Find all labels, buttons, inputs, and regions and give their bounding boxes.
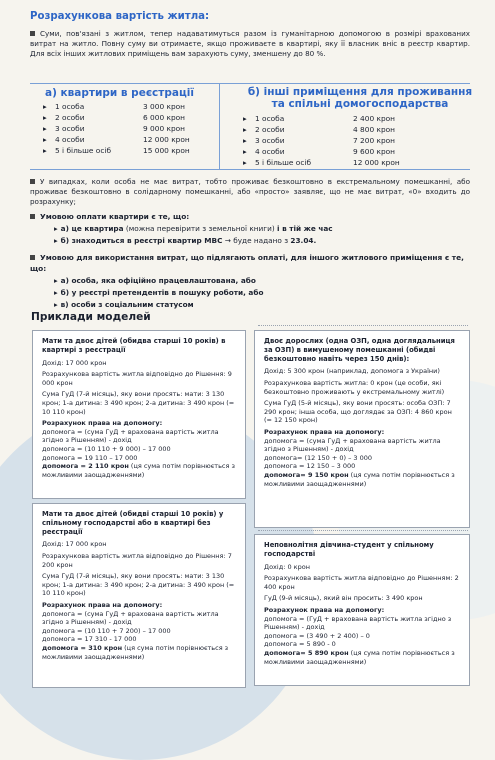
condition-2-item: а) особа, яка офіційно працевлаштована, або	[60, 276, 256, 285]
example-card-3	[254, 330, 470, 528]
condition-2-item: в) особи з соціальним статусом	[60, 300, 194, 309]
arrow-bullet-icon: ▸	[54, 300, 58, 309]
card-calc-line: допомога = 5 890 - 0	[264, 640, 336, 649]
card-title: Двоє дорослих (одна ОЗП, одна доглядальниця за ОЗП) в вимушеному помешканні (обидві безкоштовно навіть через 150 днів):	[264, 337, 455, 363]
card-result-value: допомога = 2 110 крон	[42, 462, 129, 471]
condition-2-heading	[30, 252, 470, 274]
triangle-bullet-icon: ▸	[243, 147, 247, 156]
card-result-note: (ця сума потім порівнюється з можливими заощадженнями)	[264, 648, 455, 666]
no-cost-paragraph	[30, 177, 470, 207]
amount: 3 000 крон	[143, 102, 186, 111]
card-calc-line: допомога = 12 150 – 3 000	[264, 462, 356, 471]
card-calc-title: Розрахунок права на допомогу:	[42, 419, 163, 428]
intro-paragraph	[30, 29, 470, 59]
card-title: Неповнолітня дівчина-студент у спільному господарстві	[264, 541, 434, 558]
rate-row	[243, 146, 400, 157]
condition-1-text: Умовою оплати квартири є те, що:	[40, 212, 190, 221]
rate-row	[243, 124, 400, 135]
condition-2-b	[54, 287, 263, 299]
card-calc-line: допомога = (сума ГуД + врахована вартість житла згідно з Рішенням) - дохід	[264, 436, 441, 454]
people-count: 2 особи	[255, 125, 285, 134]
column-a-heading: а) квартири в реєстрації	[45, 87, 194, 99]
rate-row	[243, 135, 400, 146]
people-count: 3 особи	[255, 136, 285, 145]
card-result	[264, 649, 460, 666]
dotted-divider	[258, 530, 468, 531]
condition-2-text: Умовою для використання витрат, що підлягають оплаті, для іншого житлового приміщення є те, що:	[30, 253, 464, 273]
card-calc-title: Розрахунок права на допомогу:	[42, 600, 163, 609]
condition-1-heading	[30, 211, 189, 222]
triangle-bullet-icon: ▸	[243, 158, 247, 167]
arrow-bullet-icon: ▸	[54, 224, 58, 233]
rate-row	[243, 113, 400, 124]
example-card-1	[32, 330, 246, 499]
amount: 9 600 крон	[353, 147, 396, 156]
amount: 9 000 крон	[143, 124, 186, 133]
card-line: Сума ГуД (5-й місяць), яку вони просять: особа ОЗП: 7 290 крон; інша особа, що доглядає за ОЗП: 4 860 крон (= 12 150 крон)	[264, 399, 452, 425]
card-calc-line: допомога = 17 310 - 17 000	[42, 635, 137, 644]
card-result-note: (ця сума потім порівнюється з можливими заощадженнями)	[42, 462, 235, 479]
page-title: Розрахункова вартість житла:	[30, 11, 210, 22]
rate-row	[243, 157, 400, 168]
condition-2-item: б) у реєстрі претендентів в пошуку роботи, або	[60, 288, 264, 297]
people-count: 1 особа	[255, 114, 285, 123]
dotted-divider	[258, 325, 468, 326]
card-line: Дохід: 5 300 крон (наприклад, допомога з України)	[264, 367, 440, 376]
example-card-2	[32, 503, 246, 688]
arrow-bullet-icon: ▸	[54, 288, 58, 297]
card-line: Розрахункова вартість житла відповідно до Рішення: 9 000 крон	[42, 370, 232, 387]
card-line: Дохід: 17 000 крон	[42, 540, 107, 549]
card-calc-line: допомога = (сума ГуД + врахована вартість житла згідно з Рішенням) - дохід	[42, 427, 219, 445]
triangle-bullet-icon: ▸	[43, 102, 47, 111]
card-title: Мати та двоє дітей (обидві старші 10 років) у спільному господарстві або в квартирі без реєстрації	[42, 510, 224, 536]
condition-1-a-bold: а) це квартира	[60, 224, 124, 233]
card-line: Дохід: 0 крон	[264, 562, 310, 571]
condition-2-c	[54, 299, 194, 311]
triangle-bullet-icon: ▸	[43, 113, 47, 122]
intro-text: Суми, пов'язані з житлом, тепер надаватимуться разом із гуманітарною допомогою в розмірі врахованих витрат на житло. Повну суму ви отримаєте, якщо проживаєте в квартирі, яку її власник вніс в реєстр квартир. Для всіх інших житлових приміщень вам зарахують суму, зменшену до 80 %.	[30, 29, 470, 58]
card-result	[264, 471, 460, 488]
condition-1-a-bold-end: і в тій же час	[277, 224, 333, 233]
card-result	[42, 644, 236, 661]
card-line: Розрахункова вартість житла відповідно до Рішенням: 2 400 крон	[264, 574, 459, 591]
rate-row	[43, 145, 190, 156]
amount: 12 000 крон	[143, 135, 190, 144]
people-count: 4 особи	[55, 135, 85, 144]
rate-row	[43, 112, 190, 123]
condition-1-a	[54, 223, 333, 235]
amount: 2 400 крон	[353, 114, 396, 123]
square-bullet-icon	[30, 255, 35, 260]
amount: 7 200 крон	[353, 136, 396, 145]
card-line: Розрахункова вартість житла: 0 крон (це особи, які безкоштовно проживають у екстремальному житлі)	[264, 378, 445, 396]
rate-row	[43, 101, 190, 112]
column-b-rows	[243, 113, 400, 168]
triangle-bullet-icon: ▸	[243, 136, 247, 145]
rate-row	[43, 134, 190, 145]
square-bullet-icon	[30, 179, 35, 184]
people-count: 4 особи	[255, 147, 285, 156]
triangle-bullet-icon: ▸	[43, 146, 47, 155]
card-result-value: допомога= 9 150 крон	[264, 470, 349, 479]
card-result-value: допомога= 5 890 крон	[264, 648, 349, 657]
card-calc-title: Розрахунок права на допомогу:	[264, 605, 385, 614]
card-line: Дохід: 17 000 крон	[42, 358, 107, 367]
card-calc-line: допомога = (сума ГуД + врахована вартість житла згідно з Рішенням) - дохід	[42, 609, 219, 627]
condition-2-a	[54, 275, 256, 287]
card-calc-line: допомога = (10 110 + 9 000) – 17 000	[42, 444, 171, 453]
card-result	[42, 462, 236, 479]
rate-row	[43, 123, 190, 134]
card-line: Розрахункова вартість житла відповідно до Рішення: 7 200 крон	[42, 551, 232, 569]
card-result-value: допомога = 310 крон	[42, 643, 123, 652]
no-cost-text: У випадках, коли особа не має витрат, тобто проживає безкоштовно в екстремальному помешканні, або проживає безкоштовно в солідарному помешканні, або «просто» заявляє, що не має витрат, «0» входить до розрахунку;	[30, 177, 470, 206]
card-calc-line: допомога = (ГуД + врахована вартість житла згідно з Рішенням) - дохід	[264, 614, 452, 632]
card-calc-line: допомога= (12 150 + 0) – 3 000	[264, 453, 373, 462]
models-heading: Приклади моделей	[31, 311, 151, 323]
card-line: Сума ГуД (7-й місяць), яку вони просять: мати: 3 130 крон; 1-а дитина: 3 490 крон; 2-а дитина: 3 490 крон (= 10 110 крон)	[42, 572, 235, 598]
triangle-bullet-icon: ▸	[43, 124, 47, 133]
square-bullet-icon	[30, 214, 35, 219]
divider-bottom	[30, 169, 470, 170]
people-count: 1 особа	[55, 102, 85, 111]
divider-top	[30, 83, 470, 84]
card-calc-title: Розрахунок права на допомогу:	[264, 427, 385, 436]
people-count: 5 і більше осіб	[255, 158, 311, 167]
triangle-bullet-icon: ▸	[43, 135, 47, 144]
amount: 15 000 крон	[143, 146, 190, 155]
card-result-note: (ця сума потім порівнюється з можливими заощадженнями)	[42, 643, 229, 661]
condition-1-b-bold: б) знаходиться в реєстрі квартир МВС	[60, 236, 223, 245]
card-result-note: (ця сума потім порівнюється з можливими заощадженнями)	[264, 470, 455, 488]
example-card-4	[254, 534, 470, 686]
arrow-bullet-icon: ▸	[54, 236, 58, 245]
card-line: Сума ГуД (7-й місяць), яку вони просять: мати: 3 130 крон; 1-а дитина: 3 490 крон; 2-а дитина: 3 490 крон (= 10 110 крон)	[42, 390, 235, 416]
column-b-heading: б) інші приміщення для проживання та спільні домогосподарства	[247, 86, 473, 110]
arrow-bullet-icon: ▸	[54, 276, 58, 285]
card-title: Мати та двоє дітей (обидва старші 10 років) в квартирі з реєстрації	[42, 337, 226, 354]
card-calc-line: допомога = (3 490 + 2 400) – 0	[264, 631, 370, 640]
column-divider	[219, 83, 220, 169]
people-count: 5 і більше осіб	[55, 146, 111, 155]
triangle-bullet-icon: ▸	[243, 125, 247, 134]
card-calc-line: допомога = 19 110 – 17 000	[42, 453, 138, 462]
column-a-rows	[43, 101, 190, 156]
condition-1-b-date: 23.04.	[290, 236, 317, 245]
people-count: 2 особи	[55, 113, 85, 122]
condition-1-a-note: (можна перевірити з земельної книги)	[123, 224, 278, 233]
triangle-bullet-icon: ▸	[243, 114, 247, 123]
people-count: 3 особи	[55, 124, 85, 133]
condition-1-b	[54, 235, 316, 247]
card-calc-line: допомога = (10 110 + 7 200) – 17 000	[42, 626, 171, 635]
amount: 6 000 крон	[143, 113, 186, 122]
amount: 12 000 крон	[353, 158, 400, 167]
condition-1-b-note: → буде надано з	[222, 236, 291, 245]
amount: 4 800 крон	[353, 125, 396, 134]
card-line: ГуД (9-й місяць), який він просить: 3 490 крон	[264, 594, 423, 603]
square-bullet-icon	[30, 31, 35, 36]
